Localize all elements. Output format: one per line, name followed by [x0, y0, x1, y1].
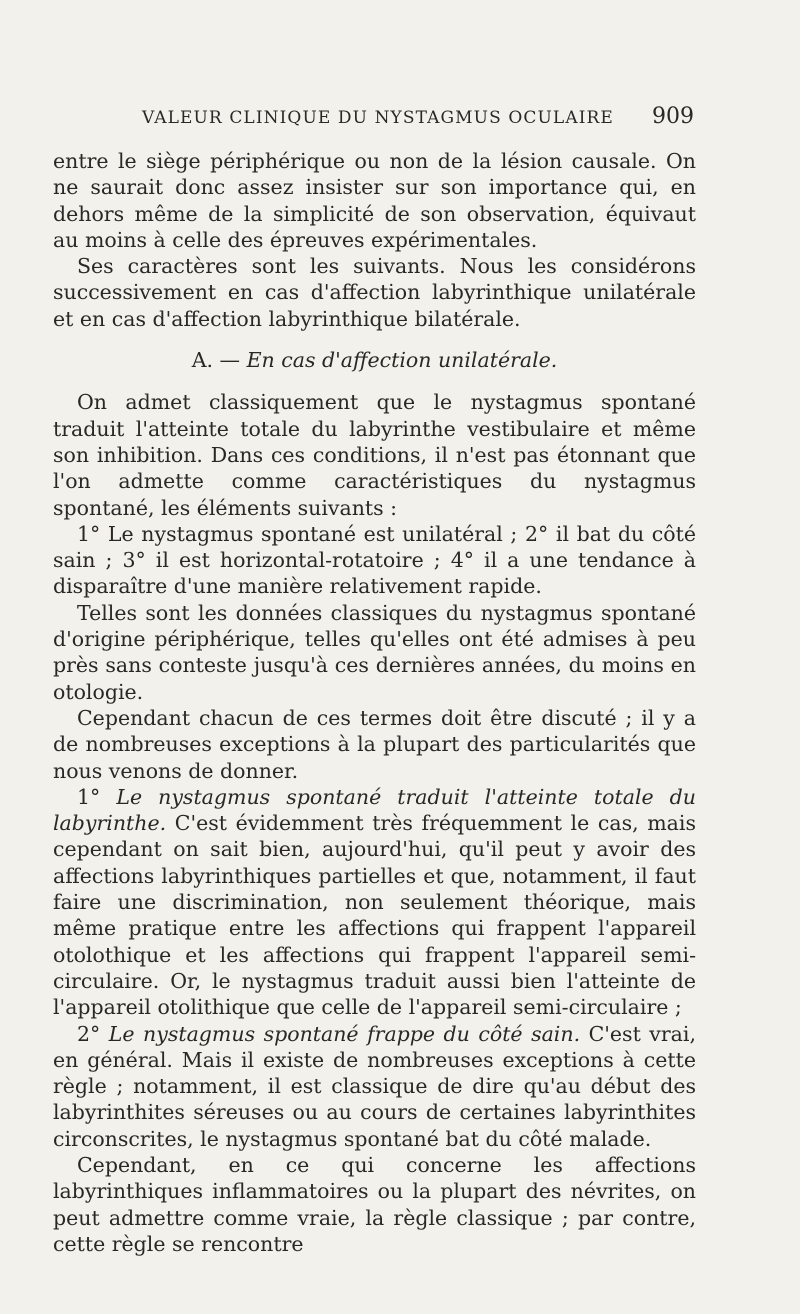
paragraph: 1° Le nystagmus spontané est unilatéral ; 2° il bat du côté sain ; 3° il est horizontal-rotatoire ; 4° il a une tendance à disparaître d'une manière relativement rapide.	[53, 521, 696, 599]
point-text: C'est vrai, en général. Mais il existe de nombreuses exceptions à cette règle ; notamment, il est classique de dire qu'au début des labyrinthites séreuses ou au cours de certaines labyrinthites circonscrites, le nystagmus spontané bat du côté malade.	[53, 1021, 696, 1151]
point-text: C'est évidemment très fréquemment le cas, mais cependant on sait bien, aujourd'hui, qu'il peut y avoir des affections labyrinthiques partielles et que, notamment, il faut faire une discrimination, non seulement théorique, mais même pratique entre les affections qui frappent l'appareil otolothique et les affections qui frappent l'appareil semi-circulaire. Or, le nystagmus traduit aussi bien l'atteinte de l'appareil otolithique que celle de l'appareil semi-circulaire ;	[53, 811, 696, 1020]
numbered-point	[53, 1021, 696, 1152]
paragraph: Cependant chacun de ces termes doit être discuté ; il y a de nombreuses exceptions à la plupart des particularités que nous venons de donner.	[53, 705, 696, 783]
page-number: 909	[652, 104, 694, 129]
point-title: Le nystagmus spontané frappe du côté sain.	[108, 1021, 581, 1046]
running-title: VALEUR CLINIQUE DU NYSTAGMUS OCULAIRE	[142, 108, 614, 128]
section-title: En cas d'affection unilatérale.	[246, 348, 558, 373]
section-letter: A. —	[191, 348, 241, 373]
paragraph: Telles sont les données classiques du nystagmus spontané d'origine périphérique, telles qu'elles ont été admises à peu près sans conteste jusqu'à ces dernières années, du moins en otologie.	[53, 600, 696, 704]
section-heading	[53, 347, 696, 373]
point-number: 2°	[77, 1021, 101, 1046]
page-header	[142, 104, 694, 134]
body-text	[53, 148, 696, 1257]
point-number: 1°	[77, 784, 101, 809]
paragraph: Cependant, en ce qui concerne les affections labyrinthiques inflammatoires ou la plupart des névrites, on peut admettre comme vraie, la règle classique ; par contre, cette règle se rencontre	[53, 1152, 696, 1256]
paragraph: entre le siège périphérique ou non de la lésion causale. On ne saurait donc assez insister sur son importance qui, en dehors même de la simplicité de son observation, équivaut au moins à celle des épreuves expérimentales.	[53, 149, 696, 252]
paragraph: Ses caractères sont les suivants. Nous les considérons successivement en cas d'affection labyrinthique unilatérale et en cas d'affection labyrinthique bilatérale.	[53, 254, 696, 331]
point-title: Le nystagmus spontané traduit l'atteinte totale du labyrinthe.	[53, 784, 696, 836]
numbered-point	[53, 784, 696, 1021]
paragraph: On admet classiquement que le nystagmus spontané traduit l'atteinte totale du labyrinthe vestibulaire et même son inhibition. Dans ces conditions, il n'est pas étonnant que l'on admette comme caractéristiques du nystagmus spontané, les éléments suivants :	[53, 390, 696, 520]
